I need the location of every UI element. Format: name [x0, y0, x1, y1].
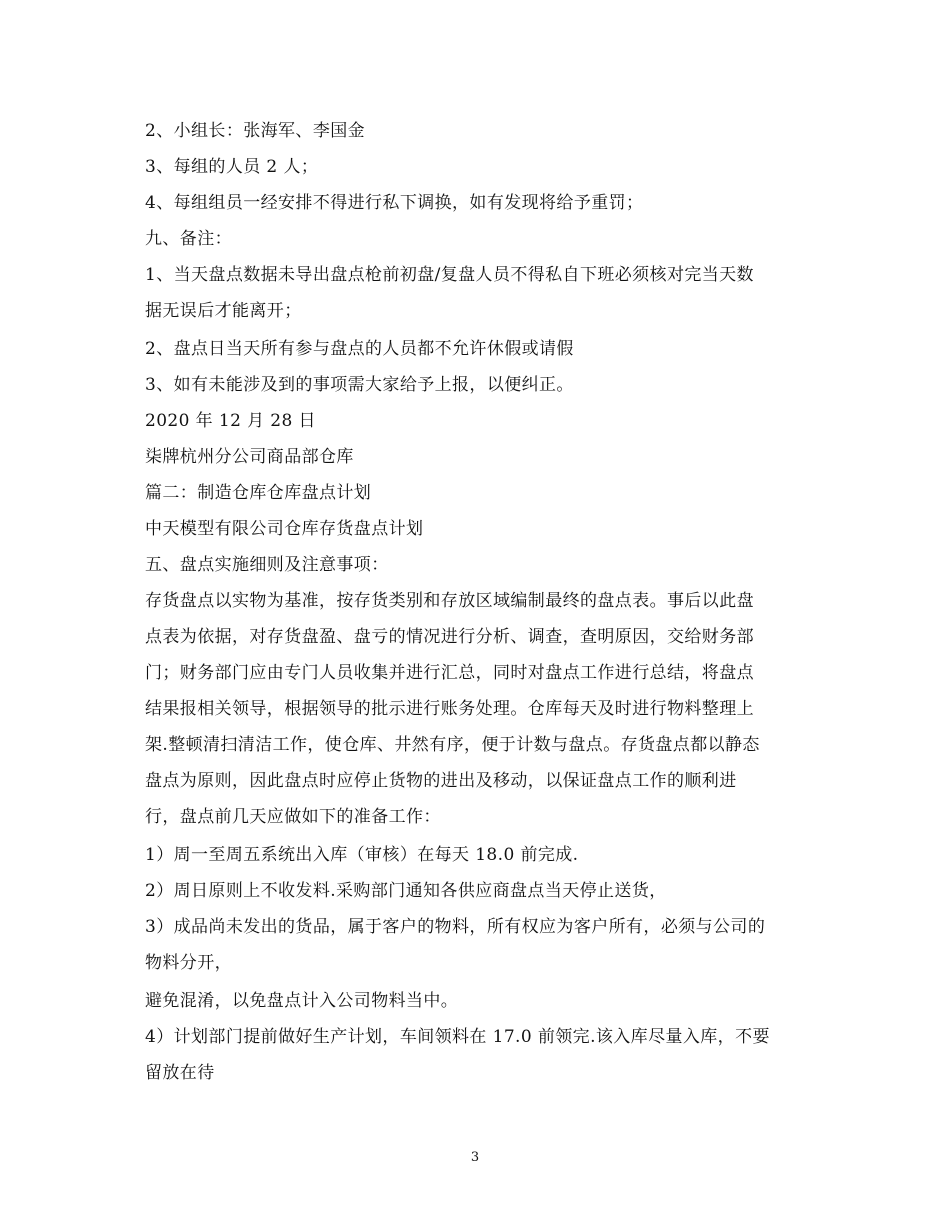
paragraph-line: 点表为依据，对存货盘盈、盘亏的情况进行分析、调查，查明原因，交给财务部	[145, 627, 754, 647]
article-title: 篇二：制造仓库仓库盘点计划	[145, 483, 372, 503]
list-item: 1）周一至周五系统出入库（审核）在每天 18.0 前完成.	[145, 845, 579, 865]
list-item-continuation: 留放在待	[145, 1063, 215, 1083]
paragraph-line: 架.整顿清扫清洁工作，使仓库、井然有序，便于计数与盘点。存货盘点都以静态	[145, 735, 760, 755]
text-line: 据无误后才能离开；	[145, 301, 302, 321]
signature-line: 柒牌杭州分公司商品部仓库	[145, 447, 354, 467]
text-line: 2、盘点日当天所有参与盘点的人员都不允许休假或请假	[145, 339, 574, 359]
document-title: 中天模型有限公司仓库存货盘点计划	[145, 519, 424, 539]
section-heading: 九、备注：	[145, 229, 232, 249]
list-item-continuation: 物料分开，	[145, 953, 232, 973]
paragraph-line: 行，盘点前几天应做如下的准备工作：	[145, 807, 441, 827]
date-line: 2020 年 12 月 28 日	[145, 411, 316, 431]
section-heading: 五、盘点实施细则及注意事项：	[145, 555, 389, 575]
paragraph-line: 结果报相关领导，根据领导的批示进行账务处理。仓库每天及时进行物料整理上	[145, 699, 754, 719]
paragraph-line: 门；财务部门应由专门人员收集并进行汇总，同时对盘点工作进行总结，将盘点	[145, 663, 754, 683]
paragraph-line: 存货盘点以实物为基准，按存货类别和存放区域编制最终的盘点表。事后以此盘	[145, 591, 754, 611]
text-line: 3、如有未能涉及到的事项需大家给予上报，以便纠正。	[145, 375, 574, 395]
page-number: 3	[470, 1150, 480, 1165]
text-line: 避免混淆，以免盘点计入公司物料当中。	[145, 991, 459, 1011]
text-line: 1、当天盘点数据未导出盘点枪前初盘/复盘人员不得私自下班必须核对完当天数	[145, 265, 754, 285]
text-line: 4、每组组员一经安排不得进行私下调换，如有发现将给予重罚；	[145, 193, 644, 213]
list-item: 2）周日原则上不收发料.采购部门通知各供应商盘点当天停止送货，	[145, 881, 667, 901]
list-item: 4）计划部门提前做好生产计划，车间领料在 17.0 前领完.该入库尽量入库，不要	[145, 1027, 770, 1047]
text-line: 3、每组的人员 2 人；	[145, 157, 319, 177]
paragraph-line: 盘点为原则，因此盘点时应停止货物的进出及移动，以保证盘点工作的顺利进	[145, 771, 737, 791]
text-line: 2、小组长：张海军、李国金	[145, 121, 366, 141]
list-item: 3）成品尚未发出的货品，属于客户的物料，所有权应为客户所有，必须与公司的	[145, 917, 766, 937]
